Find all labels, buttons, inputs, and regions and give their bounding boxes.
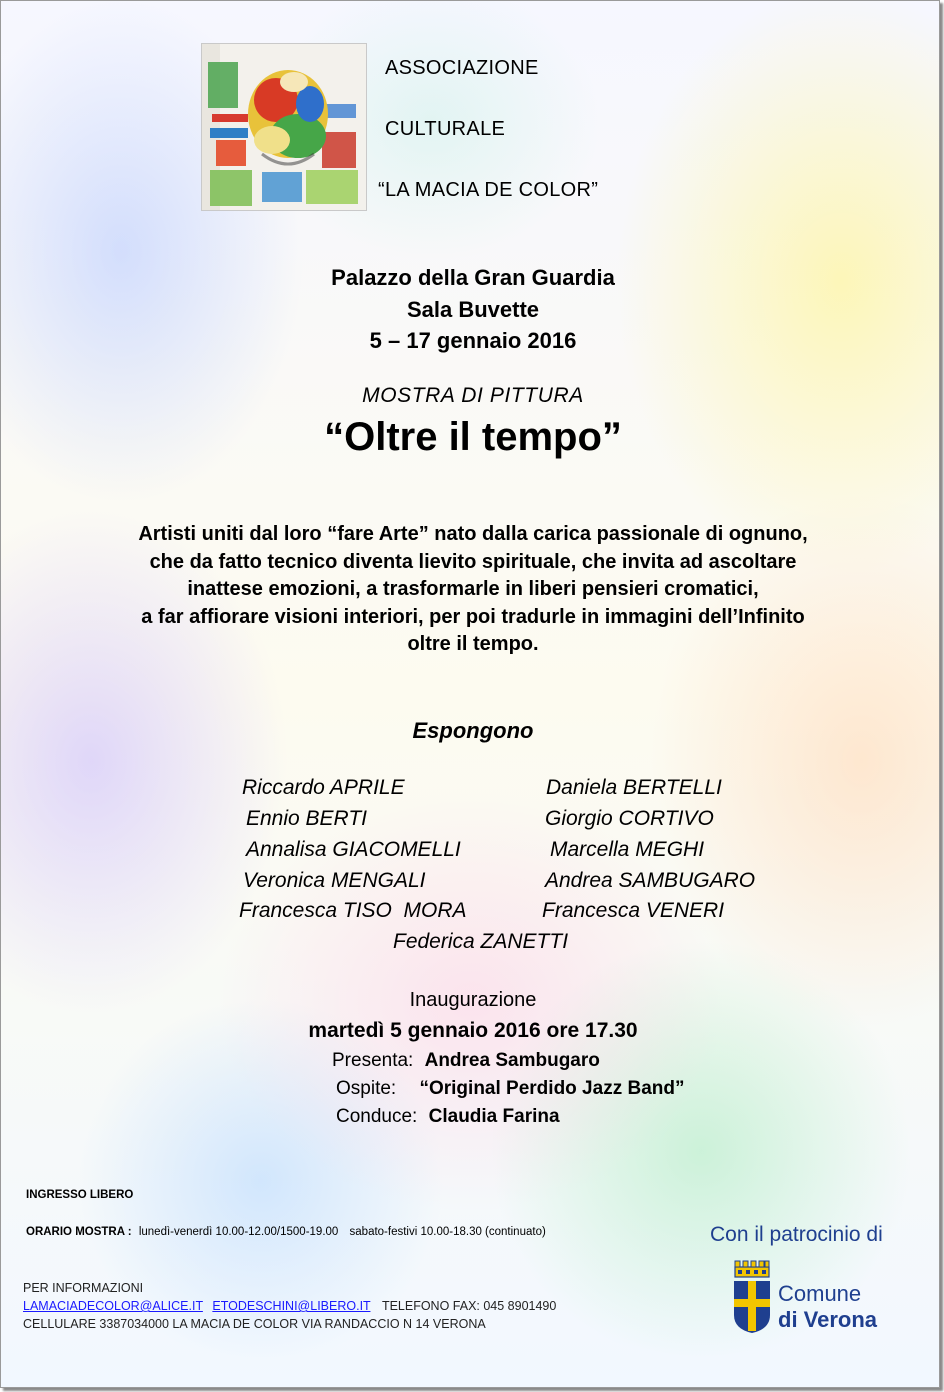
artist-name: Riccardo APRILE: [242, 776, 405, 799]
artist-name: Daniela BERTELLI: [546, 776, 722, 799]
painting-image: [202, 44, 366, 210]
exhibition-dates: 5 – 17 gennaio 2016: [369, 328, 577, 353]
exhibition-type: MOSTRA DI PITTURA: [362, 384, 584, 407]
artist-name: Andrea SAMBUGARO: [545, 869, 756, 892]
description-line: a far affiorare visioni interiori, per poi tradurle in immagini dell’Infinito: [141, 605, 805, 628]
artist-name: Francesca VENERI: [542, 899, 725, 922]
association-line-2: CULTURALE: [385, 118, 506, 140]
artist-name: Veronica MENGALI: [243, 869, 426, 892]
conduce-line: [336, 1106, 560, 1128]
opening-hours: [26, 1226, 546, 1238]
hours-weekend: sabato-festivi 10.00-18.30 (continuato): [349, 1226, 546, 1238]
comune-line-1: Comune: [778, 1281, 862, 1306]
artist-name: Annalisa GIACOMELLI: [246, 838, 461, 861]
phone-fax: TELEFONO FAX: 045 8901490: [381, 1299, 557, 1313]
ospite-value: “Original Perdido Jazz Band”: [419, 1078, 685, 1099]
description-line: oltre il tempo.: [407, 633, 539, 655]
hours-label: ORARIO MOSTRA :: [26, 1226, 132, 1238]
artist-name: Marcella MEGHI: [550, 838, 705, 861]
email-link-2[interactable]: ETODESCHINI@LIBERO.IT: [212, 1299, 371, 1313]
presenta-line: [332, 1050, 600, 1072]
email-link-1[interactable]: LAMACIADECOLOR@ALICE.IT: [23, 1299, 203, 1313]
verona-coat-of-arms-icon: [732, 1259, 772, 1335]
exhibition-title: “Oltre il tempo”: [324, 415, 622, 459]
venue-room: Sala Buvette: [406, 297, 540, 322]
ospite-label: Ospite:: [336, 1078, 397, 1099]
artists-heading: Espongono: [412, 718, 534, 743]
venue-name: Palazzo della Gran Guardia: [331, 265, 615, 290]
free-entry: INGRESSO LIBERO: [26, 1189, 134, 1201]
inauguration-heading: Inaugurazione: [409, 989, 537, 1011]
conduce-label: Conduce:: [336, 1106, 418, 1127]
artist-name: Francesca TISO MORA: [239, 899, 467, 922]
conduce-value: Claudia Farina: [428, 1106, 560, 1127]
patronage-label: Con il patrocinio di: [710, 1223, 883, 1246]
artist-name: Federica ZANETTI: [393, 930, 569, 953]
association-line-1: ASSOCIAZIONE: [385, 57, 539, 79]
description-line: inattese emozioni, a trasformarle in liberi pensieri cromatici,: [187, 578, 759, 600]
hours-weekdays: lunedì-venerdì 10.00-12.00/1500-19.00: [138, 1226, 339, 1238]
description-line: Artisti uniti dal loro “fare Arte” nato dalla carica passionale di ognuno,: [138, 523, 808, 545]
artist-name: Ennio BERTI: [246, 807, 368, 830]
info-heading: PER INFORMAZIONI: [23, 1281, 144, 1295]
description-line: che da fatto tecnico diventa lievito spirituale, che invita ad ascoltare: [149, 550, 797, 573]
inauguration-datetime: martedì 5 gennaio 2016 ore 17.30: [308, 1019, 638, 1042]
presenta-value: Andrea Sambugaro: [424, 1050, 600, 1071]
ospite-line: [336, 1078, 684, 1100]
comune-line-2: di Verona: [778, 1307, 878, 1332]
association-painting-logo: [201, 43, 367, 211]
comune-di-verona-logo-text: [778, 1281, 877, 1333]
description: [61, 521, 885, 659]
presenta-label: Presenta:: [332, 1050, 414, 1071]
association-name: “LA MACIA DE COLOR”: [378, 179, 599, 201]
artist-name: Giorgio CORTIVO: [545, 807, 714, 830]
contact-line: [23, 1299, 556, 1313]
mobile-address: CELLULARE 3387034000 LA MACIA DE COLOR VIA RANDACCIO N 14 VERONA: [23, 1317, 486, 1331]
